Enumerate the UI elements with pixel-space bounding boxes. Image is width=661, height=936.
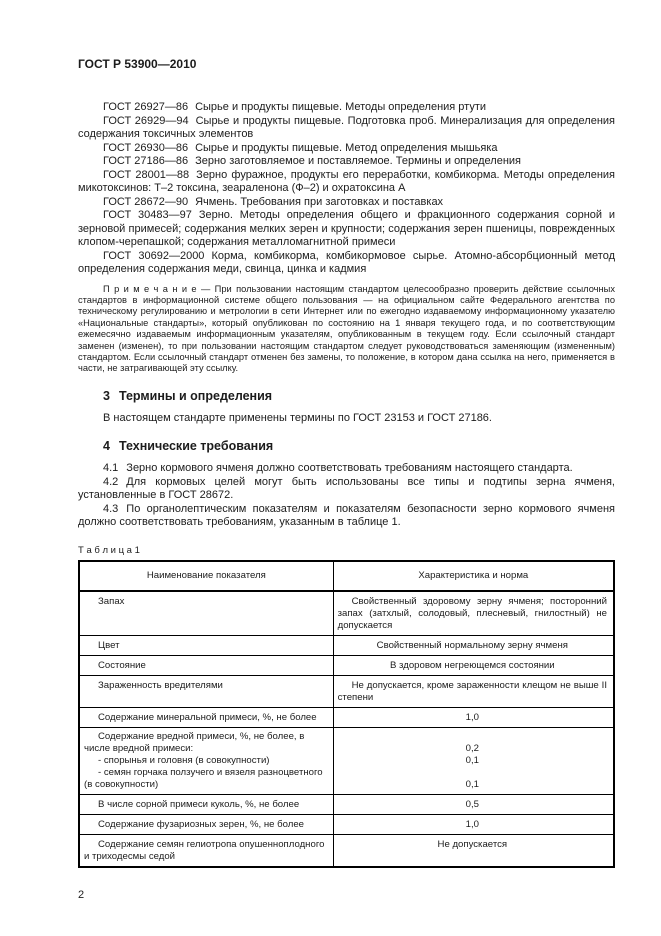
clause-4-1 xyxy=(78,462,615,476)
row-value: В здоровом негреющемся состоянии xyxy=(333,655,614,675)
table-header-row xyxy=(79,561,614,591)
reference-item xyxy=(78,196,615,210)
row-name: Запах xyxy=(79,591,333,636)
row-value: 1,0 xyxy=(333,707,614,727)
reference-item xyxy=(78,155,615,169)
clause-text: По органолептическим показателям и показателям безопасности зерно кормового ячменя должно соответствовать требованиям, указанным в таблице 1. xyxy=(78,502,615,529)
row-value: 0,1 xyxy=(465,778,479,790)
row-value: Свойственный нормальному зерну ячменя xyxy=(333,635,614,655)
section-title: Технические требования xyxy=(118,439,274,454)
column-header-name: Наименование показателя xyxy=(79,561,333,591)
column-header-value: Характеристика и норма xyxy=(333,561,614,591)
reference-item xyxy=(78,169,615,196)
reference-title: Зерно заготовляемое и поставляемое. Термины и определения xyxy=(195,155,522,167)
table-row xyxy=(79,591,614,636)
reference-code: ГОСТ 27186—86 xyxy=(103,155,189,167)
page-header-title: ГОСТ Р 53900—2010 xyxy=(78,57,197,71)
reference-code: ГОСТ 28001—88 xyxy=(103,168,190,181)
reference-item xyxy=(78,209,615,250)
clause-number: 4.2 xyxy=(103,475,119,488)
row-value: Свойственный здоровому зерну ячменя; посторонний запах (затхлый, солодовый, плесневый, гнилостный) не допускается xyxy=(333,591,614,636)
section-3-heading xyxy=(78,389,615,404)
reference-code: ГОСТ 26930—86 xyxy=(103,141,189,154)
row-value: 1,0 xyxy=(333,814,614,834)
reference-code: ГОСТ 26929—94 xyxy=(103,114,189,127)
reference-item xyxy=(78,115,615,142)
row-values xyxy=(333,727,614,794)
table-row xyxy=(79,675,614,707)
row-name: Содержание минеральной примеси, %, не более xyxy=(79,707,333,727)
table-row xyxy=(79,814,614,834)
row-name-item: - спорынья и головня (в совокупности) xyxy=(98,754,270,766)
table-row xyxy=(79,635,614,655)
reference-code: ГОСТ 28672—90 xyxy=(103,195,189,208)
row-name: Зараженность вредителями xyxy=(79,675,333,707)
row-value: 0,1 xyxy=(465,754,479,766)
row-value: 0,2 xyxy=(465,742,479,754)
row-name: Состояние xyxy=(79,655,333,675)
table-row-compound xyxy=(79,727,614,794)
clause-4-3 xyxy=(78,503,615,530)
clause-text: Для кормовых целей могут быть использованы все типы и подтипы зерна ячменя, установленные в ГОСТ 28672. xyxy=(78,475,615,502)
section-3-paragraph: В настоящем стандарте применены термины по ГОСТ 23153 и ГОСТ 27186. xyxy=(103,411,492,424)
note-paragraph: П р и м е ч а н и е — При пользовании настоящим стандартом целесообразно проверить действие ссылочных стандартов в информационной системе общего пользования — на официальном сайте Федерального агентства по техническому регулированию и метрологии в сети Интернет или по ежегодно издаваемому информационному указателю «Национальные стандарты», который опубликован по состоянию на 1 января текущего года, и по соответствующим ежемесячно издаваемым информационным указателям, опубликованным в текущем году. Если ссылочный стандарт заменен (изменен), то при пользовании настоящим стандартом следует руководствоваться заменяющим (измененным) стандартом. Если ссылочный стандарт отменен без замены, то положение, в котором дана ссылка на него, применяется в части, не затрагивающей эту ссылку. xyxy=(78,283,615,374)
row-value: Не допускается, кроме зараженности клещом не выше II степени xyxy=(333,675,614,707)
row-name: В числе сорной примеси куколь, %, не более xyxy=(79,794,333,814)
reference-title: Сырье и продукты пищевые. Метод определения мышьяка xyxy=(195,141,498,154)
reference-code: ГОСТ 30692—2000 xyxy=(103,249,205,262)
row-name: Цвет xyxy=(79,635,333,655)
references-list xyxy=(78,101,615,277)
clause-4-2 xyxy=(78,476,615,503)
table-row xyxy=(79,655,614,675)
reference-title: Зерно. Методы определения общего и фракционного содержания сорной и зерновой примесей; содержания мелких зерен и крупности; содержания зерен пшеницы, поврежденных клопом-черепашкой; содержания металломагнитной примеси xyxy=(78,209,615,248)
row-name: Содержание семян гелиотропа опушенноплодного и триходесмы седой xyxy=(79,834,333,867)
reference-title: Корма, комбикорма, комбикормовое сырье. Атомно-абсорбционный метод определения содержания меди, свинца, цинка и кадмия xyxy=(78,249,616,275)
section-4-heading xyxy=(78,439,615,454)
row-name: Содержание фузариозных зерен, %, не более xyxy=(79,814,333,834)
reference-code: ГОСТ 26927—86 xyxy=(103,101,189,113)
table-label: Т а б л и ц а 1 xyxy=(78,544,140,556)
reference-item xyxy=(78,250,615,277)
table-row xyxy=(79,794,614,814)
requirements-table xyxy=(78,560,615,868)
reference-title: Сырье и продукты пищевые. Подготовка проб. Минерализация для определения содержания токсичных элементов xyxy=(78,114,615,140)
reference-title: Ячмень. Требования при заготовках и поставках xyxy=(195,195,444,208)
row-name-main: Содержание вредной примеси, %, не более, в числе вредной примеси: xyxy=(84,730,305,754)
row-value: Не допускается xyxy=(333,834,614,867)
table-row xyxy=(79,707,614,727)
row-name xyxy=(79,727,333,794)
clause-text: Зерно кормового ячменя должно соответствовать требованиям настоящего стандарта. xyxy=(126,462,573,475)
row-name-item: - семян горчака ползучего и вязеля разноцветного (в совокупности) xyxy=(84,766,323,790)
reference-title: Зерно фуражное, продукты его переработки, комбикорма. Методы определения микотоксинов: Т–2 токсина, зеараленона (Ф–2) и охратоксина А xyxy=(78,168,615,194)
section-number: 3 xyxy=(103,388,110,403)
reference-code: ГОСТ 30483—97 xyxy=(103,209,192,221)
section-title: Термины и определения xyxy=(118,388,273,403)
clause-number: 4.3 xyxy=(103,502,119,515)
row-value: 0,5 xyxy=(333,794,614,814)
section-number: 4 xyxy=(103,439,110,454)
page-number: 2 xyxy=(78,888,85,901)
reference-item xyxy=(78,101,615,115)
table-row xyxy=(79,834,614,867)
clause-number: 4.1 xyxy=(103,462,119,475)
reference-title: Сырье и продукты пищевые. Методы определения ртути xyxy=(195,101,487,113)
reference-item xyxy=(78,142,615,156)
